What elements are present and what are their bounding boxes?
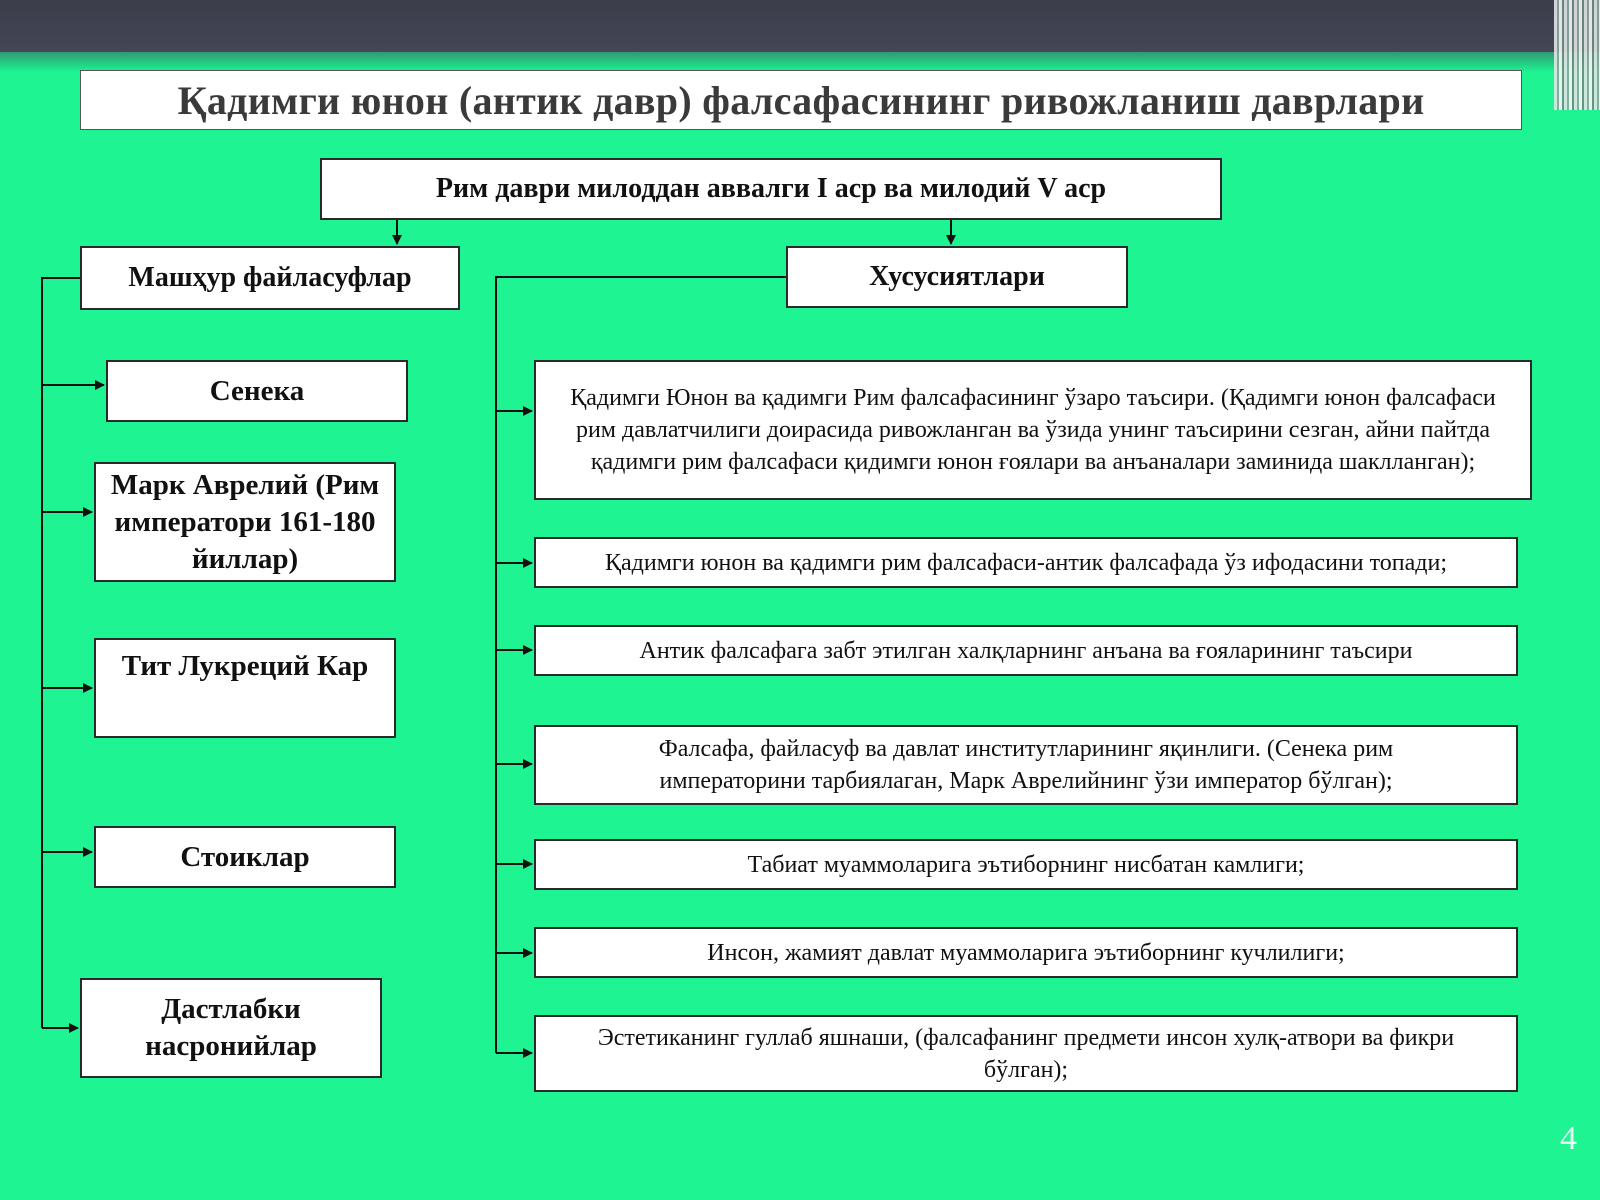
- features-bracket: [496, 277, 786, 1053]
- features-header: Хусусиятлари: [786, 246, 1128, 308]
- page-number: 4: [1560, 1120, 1577, 1157]
- philosopher-marcus-aurelius: Марк Аврелий (Рим императори 161-180 йиллар): [94, 462, 396, 582]
- slide-title: Қадимги юнон (антик давр) фалсафасининг ривожланиш даврлари: [80, 70, 1522, 130]
- feature-item: Эстетиканинг гуллаб яшнаши, (фалсафанинг предмети инсон хулқ-атвори ва фикри бўлган);: [534, 1015, 1518, 1092]
- feature-item: Антик фалсафага забт этилган халқларнинг анъана ва ғояларининг таъсири: [534, 625, 1518, 676]
- feature-item: Инсон, жамият давлат муаммоларига эътиборнинг кучлилиги;: [534, 927, 1518, 978]
- philosophers-bracket: [42, 278, 80, 1028]
- philosopher-stoics: Стоиклар: [94, 826, 396, 888]
- philosopher-early-christians: Дастлабки насронийлар: [80, 978, 382, 1078]
- philosophers-header: Машҳур файласуфлар: [80, 246, 460, 310]
- feature-item: Фалсафа, файласуф ва давлат институтларининг яқинлиги. (Сенека рим императорини тарбиялаган, Марк Аврелийнинг ўзи император бўлган);: [534, 725, 1518, 805]
- period-box: Рим даври милоддан аввалги I аср ва милодий V аср: [320, 158, 1222, 220]
- philosopher-seneca: Сенека: [106, 360, 408, 422]
- feature-item: Қадимги юнон ва қадимги рим фалсафаси-антик фалсафада ўз ифодасини топади;: [534, 537, 1518, 588]
- feature-item: Табиат муаммоларига эътиборнинг нисбатан камлиги;: [534, 839, 1518, 890]
- feature-item: Қадимги Юнон ва қадимги Рим фалсафасининг ўзаро таъсири. (Қадимги юнон фалсафаси рим давлатчилиги доирасида ривожланган ва ўзида унинг таъсирини сезган, айни пайтда қадимги рим фалсафаси қидимги юнон ғоялари ва анъаналари заминида шаклланган);: [534, 360, 1532, 500]
- philosopher-lucretius: Тит Лукреций Кар: [94, 638, 396, 738]
